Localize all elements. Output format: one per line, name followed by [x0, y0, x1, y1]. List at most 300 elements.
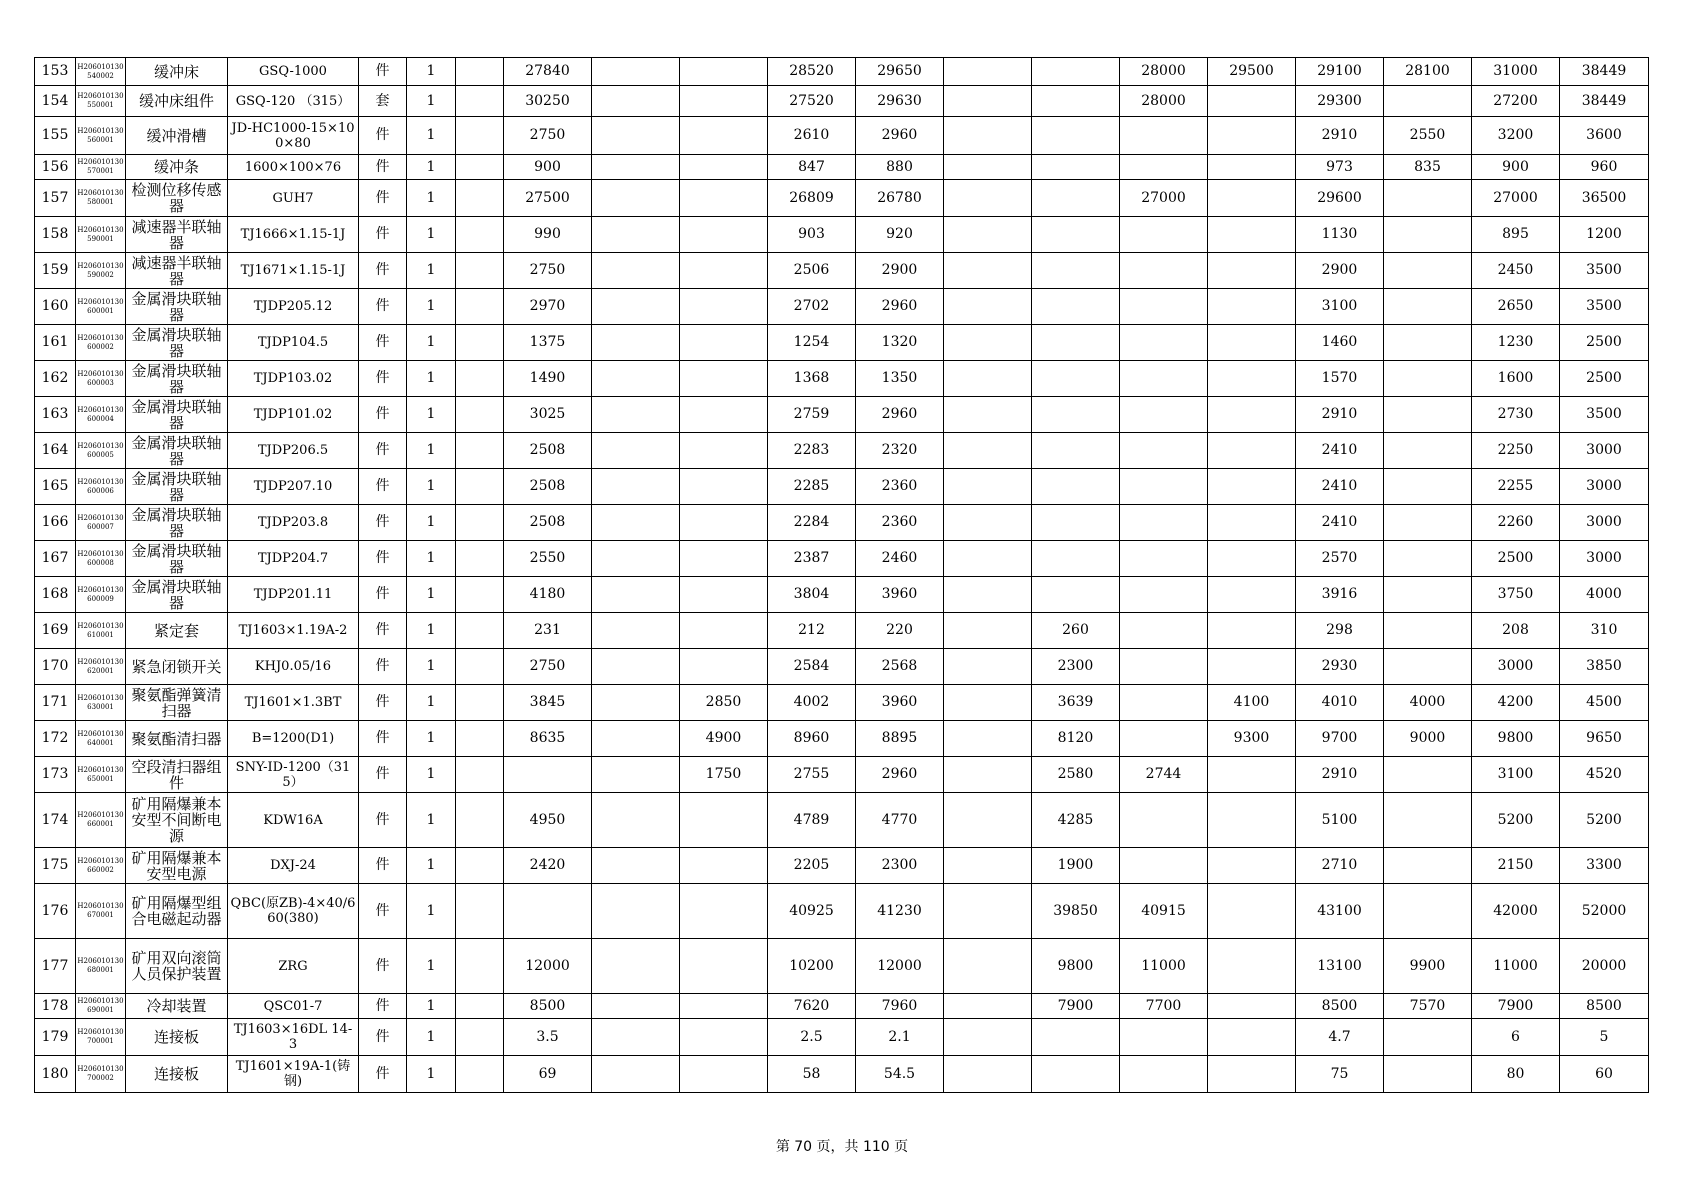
price-cell: [1032, 397, 1120, 433]
price-cell: 3850: [1560, 649, 1649, 685]
row-number-cell: 153: [35, 58, 76, 86]
item-name-cell: 矿用双向滚筒人员保护装置: [126, 939, 228, 994]
table-row: [35, 86, 1649, 117]
price-cell: 26780: [856, 180, 944, 217]
price-cell: [680, 180, 768, 217]
quantity-cell: 1: [407, 325, 456, 361]
price-cell: 2460: [856, 541, 944, 577]
price-cell: 4010: [1296, 685, 1384, 721]
quantity-cell: 1: [407, 253, 456, 289]
price-cell: 28000: [1120, 58, 1208, 86]
price-cell: [592, 939, 680, 994]
price-cell: 41230: [856, 884, 944, 939]
unit-cell: 件: [359, 541, 407, 577]
material-code-cell: H206010130 560001: [76, 117, 126, 155]
price-cell: [456, 505, 504, 541]
row-number-cell: 159: [35, 253, 76, 289]
row-number-cell: 175: [35, 848, 76, 884]
price-cell: 9000: [1384, 721, 1472, 757]
table-row: [35, 433, 1649, 469]
table-row: [35, 180, 1649, 217]
item-name-cell: 检测位移传感器: [126, 180, 228, 217]
quantity-cell: 1: [407, 1056, 456, 1093]
item-name-cell: 缓冲床组件: [126, 86, 228, 117]
row-number-cell: 162: [35, 361, 76, 397]
material-code-cell: H206010130 620001: [76, 649, 126, 685]
price-cell: [592, 884, 680, 939]
price-cell: [680, 361, 768, 397]
quantity-cell: 1: [407, 469, 456, 505]
price-cell: 7900: [1032, 994, 1120, 1019]
price-cell: [456, 361, 504, 397]
price-cell: [1208, 86, 1296, 117]
spec-cell: TJDP204.7: [228, 541, 359, 577]
item-name-cell: 金属滑块联轴器: [126, 577, 228, 613]
item-name-cell: 空段清扫器组件: [126, 757, 228, 793]
price-cell: 2360: [856, 505, 944, 541]
price-cell: [944, 1019, 1032, 1056]
unit-cell: 件: [359, 58, 407, 86]
price-cell: 2900: [856, 253, 944, 289]
item-name-cell: 金属滑块联轴器: [126, 397, 228, 433]
price-cell: [1120, 793, 1208, 848]
price-cell: [1208, 793, 1296, 848]
price-cell: [1208, 1019, 1296, 1056]
price-cell: 27000: [1120, 180, 1208, 217]
price-cell: 2580: [1032, 757, 1120, 793]
unit-cell: 件: [359, 253, 407, 289]
spec-cell: TJ1601×19A-1(铸钢): [228, 1056, 359, 1093]
item-name-cell: 紧定套: [126, 613, 228, 649]
price-cell: [1384, 253, 1472, 289]
price-cell: 12000: [504, 939, 592, 994]
material-code-cell: H206010130 600005: [76, 433, 126, 469]
price-cell: 29100: [1296, 58, 1384, 86]
item-name-cell: 聚氨酯清扫器: [126, 721, 228, 757]
price-cell: 1230: [1472, 325, 1560, 361]
material-code-cell: H206010130 680001: [76, 939, 126, 994]
price-cell: 40915: [1120, 884, 1208, 939]
price-cell: [592, 397, 680, 433]
price-cell: 2910: [1296, 117, 1384, 155]
price-cell: [1032, 289, 1120, 325]
table-row: [35, 505, 1649, 541]
price-cell: 1900: [1032, 848, 1120, 884]
spec-cell: QBC(原ZB)-4×40/660(380): [228, 884, 359, 939]
table-row: [35, 1056, 1649, 1093]
price-cell: 40925: [768, 884, 856, 939]
price-cell: 4789: [768, 793, 856, 848]
table-row: [35, 325, 1649, 361]
price-cell: [680, 469, 768, 505]
price-cell: 1200: [1560, 217, 1649, 253]
price-cell: [1208, 848, 1296, 884]
price-cell: 58: [768, 1056, 856, 1093]
spec-cell: TJDP104.5: [228, 325, 359, 361]
spec-cell: JD-HC1000-15×100×80: [228, 117, 359, 155]
table-row: [35, 117, 1649, 155]
price-cell: [1208, 757, 1296, 793]
quantity-cell: 1: [407, 433, 456, 469]
price-cell: [1120, 1019, 1208, 1056]
price-cell: 9900: [1384, 939, 1472, 994]
price-cell: [1120, 685, 1208, 721]
price-cell: [456, 1019, 504, 1056]
price-cell: 27520: [768, 86, 856, 117]
price-cell: [456, 117, 504, 155]
price-cell: [944, 757, 1032, 793]
price-cell: [944, 994, 1032, 1019]
price-cell: 12000: [856, 939, 944, 994]
material-code-cell: H206010130 660001: [76, 793, 126, 848]
spec-cell: TJ1671×1.15-1J: [228, 253, 359, 289]
row-number-cell: 169: [35, 613, 76, 649]
price-cell: 2.1: [856, 1019, 944, 1056]
unit-cell: 件: [359, 361, 407, 397]
price-cell: 4000: [1384, 685, 1472, 721]
price-cell: [1384, 180, 1472, 217]
price-cell: [1208, 469, 1296, 505]
price-cell: 38449: [1560, 86, 1649, 117]
price-cell: [1120, 325, 1208, 361]
price-cell: [1032, 469, 1120, 505]
price-cell: [680, 397, 768, 433]
price-cell: [592, 685, 680, 721]
price-cell: [456, 848, 504, 884]
price-cell: [456, 685, 504, 721]
price-cell: [1384, 469, 1472, 505]
price-cell: 2255: [1472, 469, 1560, 505]
price-cell: 973: [1296, 155, 1384, 180]
price-cell: 3500: [1560, 253, 1649, 289]
price-cell: 28100: [1384, 58, 1472, 86]
price-cell: [680, 253, 768, 289]
unit-cell: 件: [359, 757, 407, 793]
unit-cell: 件: [359, 289, 407, 325]
unit-cell: 件: [359, 939, 407, 994]
price-cell: 2960: [856, 289, 944, 325]
price-cell: [456, 577, 504, 613]
price-cell: 2284: [768, 505, 856, 541]
price-cell: 31000: [1472, 58, 1560, 86]
price-cell: 990: [504, 217, 592, 253]
price-cell: [1384, 884, 1472, 939]
price-cell: [680, 994, 768, 1019]
material-code-cell: H206010130 600008: [76, 541, 126, 577]
price-cell: [1384, 325, 1472, 361]
price-cell: [1384, 289, 1472, 325]
table-row: [35, 577, 1649, 613]
row-number-cell: 156: [35, 155, 76, 180]
price-cell: [1032, 253, 1120, 289]
price-cell: [1208, 994, 1296, 1019]
spec-cell: TJDP207.10: [228, 469, 359, 505]
price-cell: 4770: [856, 793, 944, 848]
price-cell: 9650: [1560, 721, 1649, 757]
price-cell: [1120, 117, 1208, 155]
price-cell: [944, 541, 1032, 577]
price-cell: 42000: [1472, 884, 1560, 939]
price-cell: [456, 994, 504, 1019]
item-name-cell: 金属滑块联轴器: [126, 289, 228, 325]
price-cell: 895: [1472, 217, 1560, 253]
quantity-cell: 1: [407, 289, 456, 325]
price-cell: [1032, 58, 1120, 86]
price-cell: [592, 848, 680, 884]
price-cell: [1120, 848, 1208, 884]
price-cell: 3.5: [504, 1019, 592, 1056]
row-number-cell: 155: [35, 117, 76, 155]
item-name-cell: 聚氨酯弹簧清扫器: [126, 685, 228, 721]
price-cell: 27500: [504, 180, 592, 217]
price-cell: 30250: [504, 86, 592, 117]
row-number-cell: 172: [35, 721, 76, 757]
price-cell: 4285: [1032, 793, 1120, 848]
price-cell: 8635: [504, 721, 592, 757]
price-cell: [1384, 1019, 1472, 1056]
price-cell: [1208, 649, 1296, 685]
table-row: [35, 155, 1649, 180]
price-cell: 231: [504, 613, 592, 649]
unit-cell: 套: [359, 86, 407, 117]
spec-cell: 1600×100×76: [228, 155, 359, 180]
price-cell: [456, 793, 504, 848]
price-cell: 960: [1560, 155, 1649, 180]
quantity-cell: 1: [407, 541, 456, 577]
price-cell: [1032, 180, 1120, 217]
material-code-cell: H206010130 590001: [76, 217, 126, 253]
price-cell: 8500: [504, 994, 592, 1019]
price-cell: [680, 541, 768, 577]
table-row: [35, 1019, 1649, 1056]
price-cell: [1208, 180, 1296, 217]
price-cell: [1208, 505, 1296, 541]
price-cell: 3025: [504, 397, 592, 433]
price-cell: [1208, 397, 1296, 433]
price-cell: 9800: [1032, 939, 1120, 994]
price-cell: [944, 361, 1032, 397]
price-cell: [680, 505, 768, 541]
price-cell: [1032, 361, 1120, 397]
price-cell: [680, 58, 768, 86]
price-cell: 1254: [768, 325, 856, 361]
price-cell: 2410: [1296, 505, 1384, 541]
price-cell: 7700: [1120, 994, 1208, 1019]
price-cell: [944, 397, 1032, 433]
price-cell: [1032, 86, 1120, 117]
price-cell: 4000: [1560, 577, 1649, 613]
price-cell: 220: [856, 613, 944, 649]
item-name-cell: 矿用隔爆型组合电磁起动器: [126, 884, 228, 939]
spec-cell: DXJ-24: [228, 848, 359, 884]
price-cell: 36500: [1560, 180, 1649, 217]
price-cell: 3750: [1472, 577, 1560, 613]
price-cell: [944, 649, 1032, 685]
price-cell: 2960: [856, 397, 944, 433]
price-cell: 27000: [1472, 180, 1560, 217]
price-cell: [456, 253, 504, 289]
row-number-cell: 165: [35, 469, 76, 505]
price-cell: [1120, 253, 1208, 289]
item-name-cell: 金属滑块联轴器: [126, 325, 228, 361]
price-cell: [680, 577, 768, 613]
spec-cell: GUH7: [228, 180, 359, 217]
price-cell: [1384, 1056, 1472, 1093]
price-cell: 1750: [680, 757, 768, 793]
table-row: [35, 361, 1649, 397]
price-cell: [680, 289, 768, 325]
price-cell: 28000: [1120, 86, 1208, 117]
price-cell: [456, 289, 504, 325]
spec-cell: TJ1601×1.3BT: [228, 685, 359, 721]
item-name-cell: 连接板: [126, 1019, 228, 1056]
item-name-cell: 矿用隔爆兼本安型不间断电源: [126, 793, 228, 848]
spec-cell: KDW16A: [228, 793, 359, 848]
table-body: [35, 58, 1649, 1093]
price-cell: 2702: [768, 289, 856, 325]
price-cell: [592, 117, 680, 155]
price-cell: 3100: [1296, 289, 1384, 325]
price-cell: [592, 155, 680, 180]
price-cell: [592, 433, 680, 469]
price-cell: 298: [1296, 613, 1384, 649]
price-cell: [680, 155, 768, 180]
price-cell: [1208, 884, 1296, 939]
price-cell: 2410: [1296, 433, 1384, 469]
unit-cell: 件: [359, 884, 407, 939]
price-cell: [1120, 217, 1208, 253]
price-cell: [1384, 86, 1472, 117]
item-name-cell: 连接板: [126, 1056, 228, 1093]
price-cell: [680, 793, 768, 848]
spec-cell: TJDP201.11: [228, 577, 359, 613]
table-row: [35, 721, 1649, 757]
price-cell: 2420: [504, 848, 592, 884]
price-cell: 3639: [1032, 685, 1120, 721]
price-cell: [1208, 253, 1296, 289]
material-code-cell: H206010130 600001: [76, 289, 126, 325]
price-cell: [1384, 541, 1472, 577]
unit-cell: 件: [359, 397, 407, 433]
price-cell: [592, 253, 680, 289]
price-cell: [1032, 117, 1120, 155]
price-cell: 4900: [680, 721, 768, 757]
price-cell: 2450: [1472, 253, 1560, 289]
price-cell: 260: [1032, 613, 1120, 649]
price-cell: [1032, 541, 1120, 577]
price-cell: [1208, 361, 1296, 397]
material-code-cell: H206010130 600004: [76, 397, 126, 433]
price-cell: [456, 180, 504, 217]
table-row: [35, 939, 1649, 994]
price-cell: [944, 433, 1032, 469]
quantity-cell: 1: [407, 848, 456, 884]
spec-cell: TJDP205.12: [228, 289, 359, 325]
price-cell: 2150: [1472, 848, 1560, 884]
price-cell: [1032, 1056, 1120, 1093]
quantity-cell: 1: [407, 505, 456, 541]
price-cell: 5100: [1296, 793, 1384, 848]
price-cell: [592, 1056, 680, 1093]
price-cell: 2584: [768, 649, 856, 685]
price-cell: 4002: [768, 685, 856, 721]
price-cell: 2410: [1296, 469, 1384, 505]
price-cell: [1120, 155, 1208, 180]
price-cell: 2283: [768, 433, 856, 469]
unit-cell: 件: [359, 721, 407, 757]
material-code-cell: H206010130 600006: [76, 469, 126, 505]
table-row: [35, 58, 1649, 86]
price-cell: [1208, 577, 1296, 613]
unit-cell: 件: [359, 469, 407, 505]
price-cell: [680, 939, 768, 994]
price-cell: 75: [1296, 1056, 1384, 1093]
price-cell: [456, 217, 504, 253]
price-cell: 2360: [856, 469, 944, 505]
price-cell: 3960: [856, 577, 944, 613]
price-cell: [1120, 649, 1208, 685]
unit-cell: 件: [359, 649, 407, 685]
quantity-cell: 1: [407, 757, 456, 793]
spec-cell: GSQ-120 （315）: [228, 86, 359, 117]
price-cell: 29630: [856, 86, 944, 117]
price-cell: [944, 117, 1032, 155]
table-row: [35, 757, 1649, 793]
row-number-cell: 170: [35, 649, 76, 685]
price-cell: [1208, 217, 1296, 253]
price-cell: [1384, 217, 1472, 253]
price-cell: [592, 469, 680, 505]
table-row: [35, 217, 1649, 253]
price-cell: [1120, 433, 1208, 469]
price-cell: 2755: [768, 757, 856, 793]
price-cell: 3500: [1560, 289, 1649, 325]
quantity-cell: 1: [407, 397, 456, 433]
price-cell: [592, 541, 680, 577]
price-cell: [1384, 649, 1472, 685]
price-cell: 880: [856, 155, 944, 180]
price-cell: 2970: [504, 289, 592, 325]
item-name-cell: 缓冲条: [126, 155, 228, 180]
price-cell: [456, 721, 504, 757]
price-cell: 835: [1384, 155, 1472, 180]
quantity-cell: 1: [407, 86, 456, 117]
price-cell: [1384, 505, 1472, 541]
price-cell: 69: [504, 1056, 592, 1093]
price-cell: 43100: [1296, 884, 1384, 939]
item-name-cell: 金属滑块联轴器: [126, 541, 228, 577]
item-name-cell: 减速器半联轴器: [126, 217, 228, 253]
price-cell: 2900: [1296, 253, 1384, 289]
price-cell: 2550: [1384, 117, 1472, 155]
price-cell: 9700: [1296, 721, 1384, 757]
price-cell: 3000: [1560, 505, 1649, 541]
price-cell: 1600: [1472, 361, 1560, 397]
price-cell: [592, 180, 680, 217]
price-cell: 2960: [856, 117, 944, 155]
item-name-cell: 紧急闭锁开关: [126, 649, 228, 685]
price-cell: 1320: [856, 325, 944, 361]
table-row: [35, 884, 1649, 939]
table-row: [35, 397, 1649, 433]
price-cell: 2610: [768, 117, 856, 155]
spec-cell: TJDP103.02: [228, 361, 359, 397]
price-cell: [592, 793, 680, 848]
page-footer: 第 70 页，共 110 页: [775, 1139, 909, 1155]
price-cell: 2508: [504, 505, 592, 541]
price-table: [34, 57, 1649, 1093]
price-cell: [944, 217, 1032, 253]
